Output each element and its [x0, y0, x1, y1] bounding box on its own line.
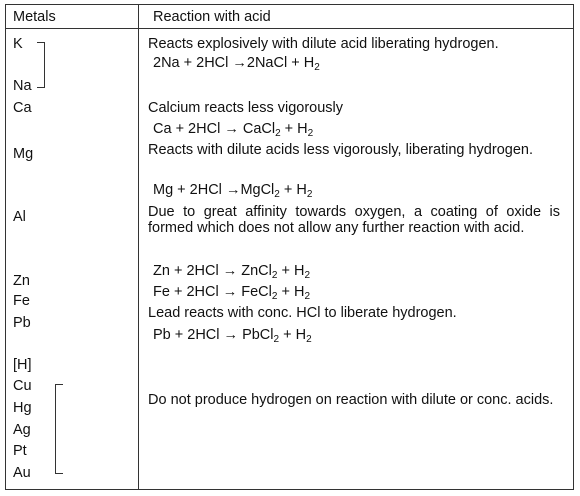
equation-ca: Ca + 2HCl → CaCl$_2$ + $H_2$	[153, 121, 314, 139]
desc-mg: Reacts with dilute acids less vigorously, liberating hydrogen.	[148, 142, 533, 158]
metal-mg: Mg	[13, 146, 34, 162]
metal-pt: Pt	[13, 443, 27, 459]
desc-al: Due to great affinity towards oxygen, a coating of oxide is formed which does not allow any further reaction with acid.	[148, 204, 560, 236]
equation-pb: Pb + 2HCl → PbCl$_2$ + $H_2$	[153, 327, 312, 345]
equation-fe: Fe + 2HCl → FeCl$_2$ + $H_2$	[153, 284, 310, 302]
metal-cu: Cu	[13, 378, 32, 394]
desc-ca: Calcium reacts less vigorously	[148, 100, 344, 116]
metal-hg: Hg	[13, 400, 32, 416]
column-divider	[138, 5, 139, 489]
bracket-k-na	[37, 42, 45, 88]
metal-ca: Ca	[13, 100, 32, 116]
header-reaction: Reaction with acid	[153, 9, 271, 25]
metal-al: Al	[13, 209, 26, 225]
metal-ag: Ag	[13, 422, 31, 438]
metal-pb: Pb	[13, 315, 31, 331]
desc-noble: Do not produce hydrogen on reaction with dilute or conc. acids.	[148, 392, 554, 408]
metal-k: K	[13, 36, 23, 52]
header-divider	[6, 28, 573, 29]
metal-fe: Fe	[13, 293, 30, 309]
metal-au: Au	[13, 465, 31, 481]
metal-na: Na	[13, 78, 32, 94]
equation-mg: Mg + 2HCl →MgCl$_2$ + $H_2$	[153, 182, 313, 200]
desc-pb: Lead reacts with conc. HCl to liberate hydrogen.	[148, 305, 457, 321]
metal-h: [H]	[13, 357, 32, 373]
reaction-table	[5, 4, 574, 490]
equation-na: 2Na + 2HCl →2NaCl + $H_2$	[153, 55, 320, 73]
equation-zn: Zn + 2HCl → ZnCl$_2$ + $H_2$	[153, 263, 310, 281]
metal-zn: Zn	[13, 273, 30, 289]
bracket-cu-au	[55, 384, 63, 474]
desc-k-na: Reacts explosively with dilute acid liberating hydrogen.	[148, 36, 499, 52]
header-metals: Metals	[13, 9, 56, 25]
